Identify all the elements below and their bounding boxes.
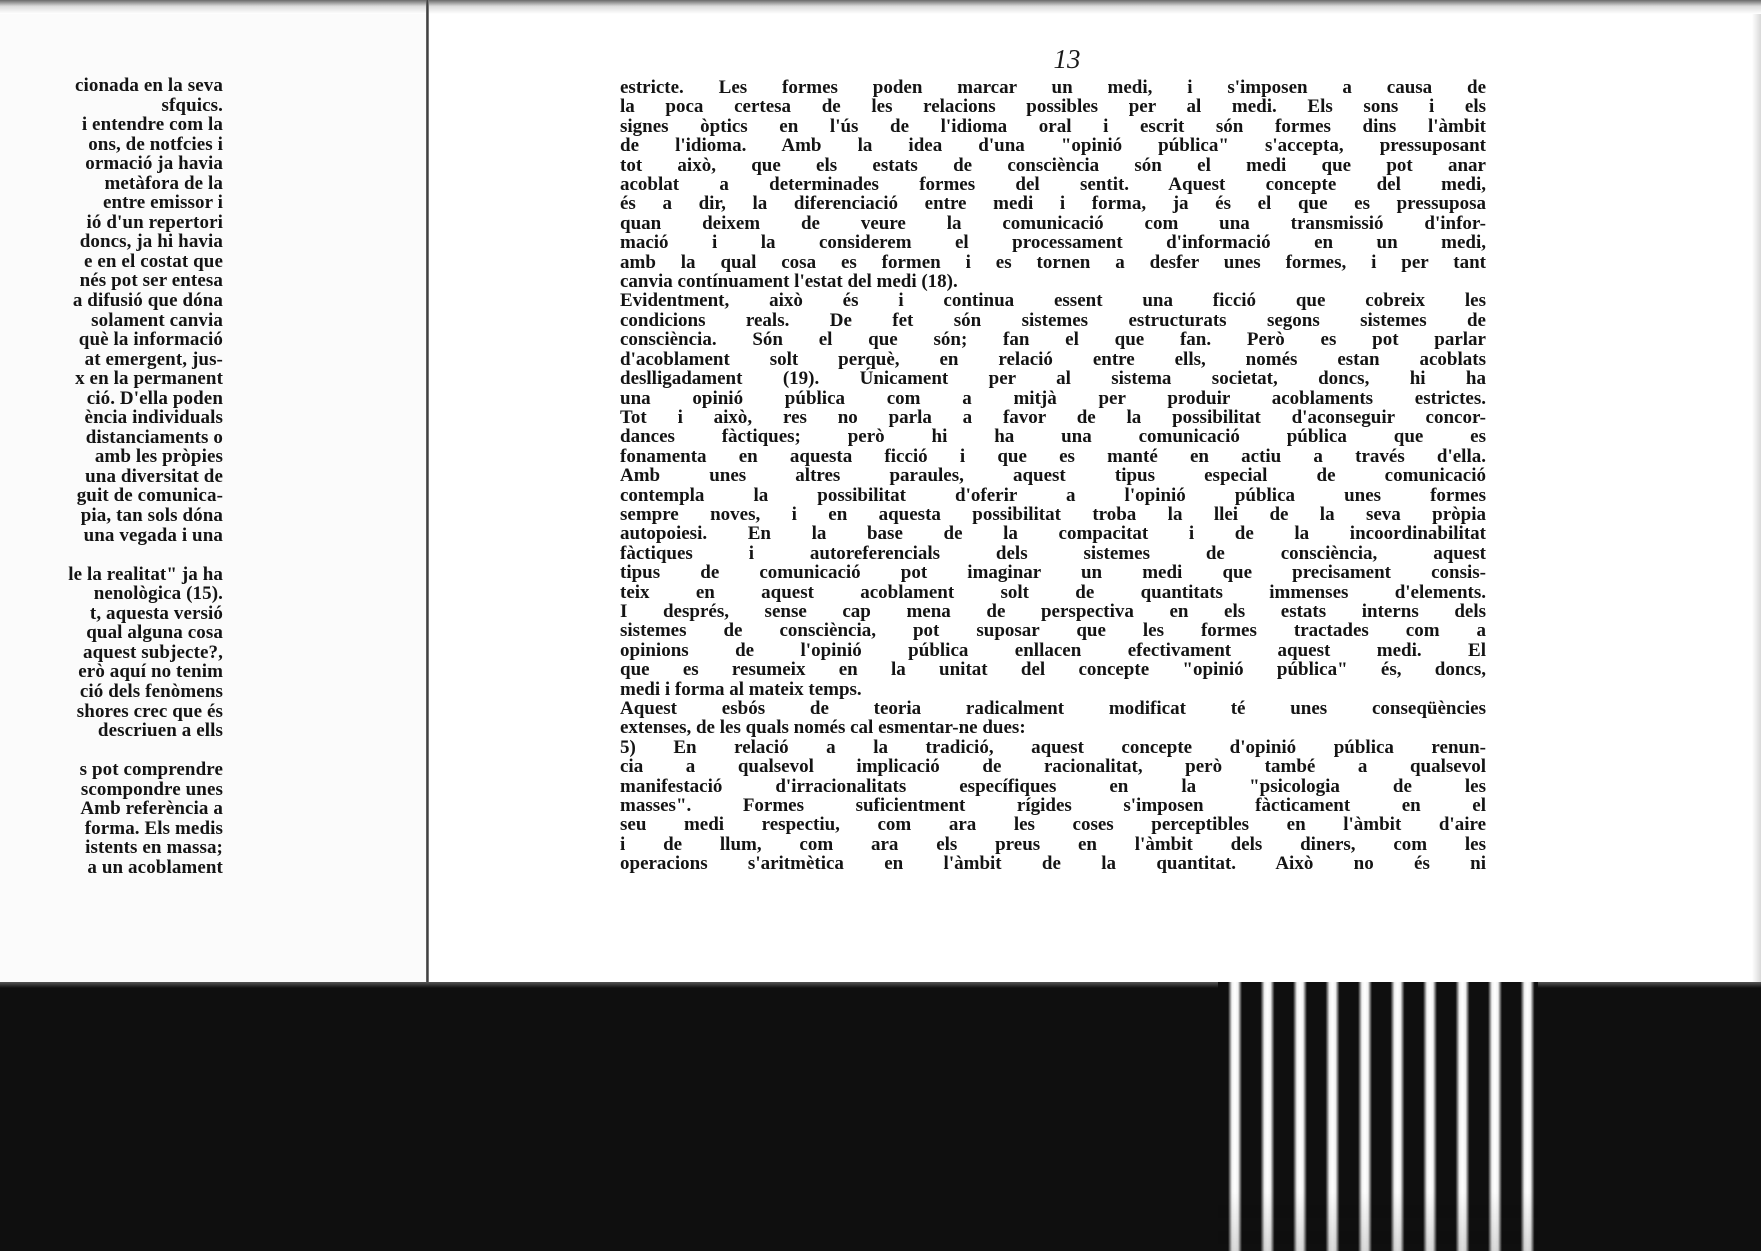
left-page-line: ormació ja havia [85,153,223,175]
text-line: 5) En relació a la tradició, aquest concepte d'opinió pública renun- [620,736,1486,758]
book-top-edge [0,0,1761,14]
left-page-line: scompondre unes [80,778,223,800]
text-line: medi i forma al mateix temps. [620,678,862,700]
page-right-edge [1752,14,1761,982]
text-line: fàctiques i autoreferencials dels sistemes de consciència, aquest [620,542,1486,564]
left-page-line: solament canvia [91,309,223,331]
text-line: de l'idioma. Amb la idea d'una "opinió pública" s'accepta, pressuposant [620,135,1486,157]
text-line: deslligadament (19). Únicament per al sistema societat, doncs, hi ha [620,368,1486,390]
left-page-line: distanciaments o [85,426,223,448]
left-page-line: ió d'un repertori [86,211,223,233]
text-line: cia a qualsevol implicació de racionalitat, però també a qualsevol [620,756,1486,778]
text-line: fonamenta en aquesta ficció i que es manté en actiu a través d'ella. [620,445,1486,467]
left-page-line: ència individuals [84,407,223,429]
left-page-line: cionada en la seva [74,75,223,96]
text-line: estricte. Les formes poden marcar un medi, i s'imposen a causa de [620,77,1486,98]
left-page-line: pia, tan sols dóna [80,505,223,527]
left-page-line: metàfora de la [104,172,223,194]
text-line: d'acoblament solt perquè, en relació entre ells, només estan acoblats [620,348,1486,370]
left-page-line [68,545,223,565]
page-number: 13 [1053,44,1081,74]
left-page-line: nés pot ser entesa [79,270,223,292]
striped-pattern [1218,982,1538,1251]
left-page-line: at emergent, jus- [84,348,223,370]
left-page-line [68,741,223,761]
left-page-line: entre emissor i [102,192,223,214]
text-line: extenses, de les quals només cal esmentar-ne dues: [620,717,1026,739]
text-line: sistemes de consciència, pot suposar que les formes tractades com a [620,620,1486,642]
left-page-line: s pot comprendre [79,759,223,781]
left-page-line: qual alguna cosa [86,622,223,644]
text-line: opinions de l'opinió pública enllacen efectivament aquest medi. El [620,639,1486,661]
text-line: Tot i això, res no parla a favor de la possibilitat d'aconseguir concor- [620,406,1486,428]
text-line: condicions reals. De fet són sistemes estructurats segons sistemes de [620,309,1486,331]
left-page-line: doncs, ja hi havia [79,231,223,253]
text-line: una opinió pública com a mitjà per produir acoblaments estrictes. [620,387,1486,409]
text-line: operacions s'aritmètica en l'àmbit de la quantitat. Això no és ni [620,853,1486,875]
text-line: teix en aquest acoblament solt de quantitats immenses d'elements. [620,581,1486,603]
text-line: consciència. Són el que són; fan el que fan. Però es pot parlar [620,329,1486,351]
left-page-line: a difusió que dóna [72,290,223,312]
text-line: signes òptics en l'ús de l'idioma oral i escrit són formes dins l'àmbit [620,115,1486,137]
text-line: és a dir, la diferenciació entre medi i forma, ja és el que es pressuposa [620,193,1486,215]
text-line: I després, sense cap mena de perspectiva en els estats interns dels [620,600,1486,622]
text-line: tot això, que els estats de consciència són el medi que pot anar [620,154,1486,176]
main-text-column [620,78,1486,874]
text-line: acoblat a determinades formes del sentit. Aquest concepte del medi, [620,174,1486,196]
left-page-line: una diversitat de [85,465,223,487]
text-line: que es resumeix en la unitat del concepte "opinió pública" és, doncs, [620,659,1486,681]
text-line: masses". Formes suficientment rígides s'imposen fàcticament en el [620,795,1486,817]
text-line: dances fàctiques; però hi ha una comunicació pública que es [620,426,1486,448]
text-line: amb la qual cosa es formen i es tornen a desfer unes formes, i per tant [620,251,1486,273]
left-page-line: nenològica (15). [93,583,223,605]
left-page-line: Amb referència a [80,798,223,820]
left-page-line: forma. Els medis [84,817,223,839]
left-page-line: ons, de notfcies i [88,133,223,155]
left-page-line: guit de comunica- [76,485,223,507]
left-page [0,14,428,982]
text-line: la poca certesa de les relacions possibles per al medi. Els sons i els [620,96,1486,118]
text-line: autopoiesi. En la base de la compacitat i de la incoordinabilitat [620,523,1486,545]
text-line: contempla la possibilitat d'oferir a l'opinió pública unes formes [620,484,1486,506]
left-page-line: a un acoblament [87,856,223,878]
left-page-line: ció. D'ella poden [86,387,223,409]
left-page-line: sfquics. [161,94,223,116]
left-page-line: ció dels fenòmens [79,680,223,702]
text-line: seu medi respectiu, com ara les coses perceptibles en l'àmbit d'aire [620,814,1486,836]
text-line: Aquest esbós de teoria radicalment modificat té unes conseqüències [620,698,1486,719]
left-page-line: què la informació [78,329,223,351]
left-page-line: i entendre com la [81,114,223,136]
left-page-line: erò aquí no tenim [78,661,223,683]
left-page-line: amb les pròpies [94,446,223,468]
text-line: canvia contínuament l'estat del medi (18). [620,271,958,293]
text-line: sempre noves, i en aquesta possibilitat troba la llei de la seva pròpia [620,503,1486,525]
left-page-text [68,76,223,877]
left-page-line: e en el costat que [84,250,223,272]
left-page-line: shores crec que és [76,700,223,722]
left-page-line: x en la permanent [75,368,223,390]
text-line: Amb unes altres paraules, aquest tipus especial de comunicació [620,465,1486,487]
text-line: Evidentment, això és i continua essent una ficció que cobreix les [620,290,1486,312]
text-line: i de llum, com ara els preus en l'àmbit dels diners, com les [620,833,1486,855]
left-page-line: le la realitat" ja ha [68,563,223,585]
left-page-line: una vegada i una [83,524,223,546]
text-line: quan deixem de veure la comunicació com una transmissió d'infor- [620,212,1486,234]
text-line: tipus de comunicació pot imaginar un medi que precisament consis- [620,562,1486,584]
text-line: mació i la considerem el processament d'informació en un medi, [620,232,1486,254]
left-page-line: descriuen a ells [97,720,223,742]
left-page-line: aquest subjecte?, [83,641,223,663]
left-page-line: istents en massa; [85,837,223,859]
text-line: manifestació d'irracionalitats específiques en la "psicologia de les [620,775,1486,797]
left-page-line: t, aquesta versió [89,602,223,624]
